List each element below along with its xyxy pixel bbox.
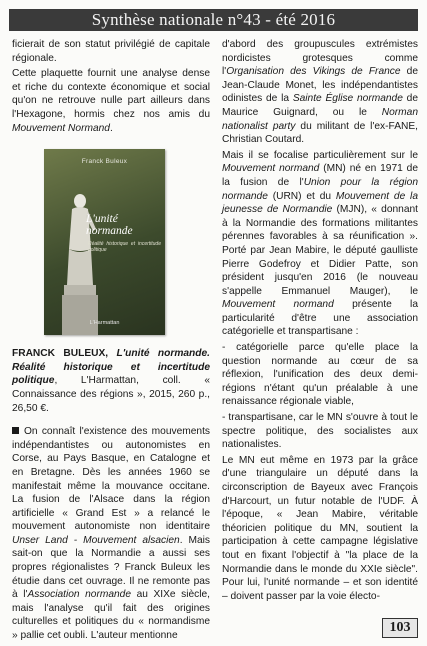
book-cover-author: Franck Buleux bbox=[81, 158, 128, 166]
right-paragraph-2: Mais il se focalise particulièrement sur le Mouvement normand (MN) né en 1971 de la fusion de l'Union pour la région normande (URN) et du Mouvement de la jeunesse de Normandie (MJN), « donnant à la Normandie des formations militantes pérennes favorables à sa réunification ». Porté par Jean Mabire, le député gaulliste Pierre Godefroy et Didier Patte, son président jusqu'en 2016 (le nouveau s'appelle Emmanuel Mauger), le Mouvement normand présente la particularité d'être une association catégorielle et transpartisane : bbox=[222, 149, 418, 338]
right-column bbox=[222, 38, 418, 605]
statue-illustration bbox=[58, 189, 102, 335]
intro-paragraph-2: Cette plaquette fournit une analyse dense et riche du contexte économique et social qu'on ne retrouve nulle part ailleurs dans l'Hexagone, hormis chez nos amis du Mouvement Normand. bbox=[12, 68, 210, 134]
right-paragraph-3: - catégorielle parce qu'elle place la question normande au cœur de sa réflexion, l'unification des deux demi-régions n'étant qu'un préalable à une renaissance régionale viable, bbox=[222, 342, 418, 408]
page-number: 103 bbox=[382, 618, 418, 638]
section-marker bbox=[12, 427, 19, 434]
book-cover-publisher: L'Harmattan bbox=[89, 319, 120, 326]
right-paragraph-5: Le MN eut même en 1973 par la grâce d'une triangulaire un député dans la circonscription de Bayeux avec François d'Harcourt, un futur notable de l'UDF. À l'époque, « Jean Mabire, véritable théoricien politique du MN, soutient la participation à cette campagne législative tout en fixant l'objectif à "la place de la Normandie dans le monde du XXIe siècle". Pour lui, l'unité normande – et son identité – doivent passer par la voie électo- bbox=[222, 454, 418, 602]
right-paragraph-1: d'abord des groupuscules extrémistes nordicistes grotesques comme l'Organisation des Vikings de France de Jean-Claude Monet, les indépendantistes odinistes de la Sainte Église normande de Maurice Guignard, ou le Norman nationalist party du militant de l'ex-FANE, Christian Coutard. bbox=[222, 39, 419, 146]
review-body: On connaît l'existence des mouvements indépendantistes ou autonomistes en Corse, au Pays Basque, en Catalogne et en Bretagne. Dès les années 1960 se manifestait même la mouvance occitane. La fusion de l'Alsace dans la région artificielle « Grand Est » a relancé le mouvement autonomiste non identitaire Unser Land - Mouvement alsacien. Mais sait-on que la Normandie a aussi ses propres régionalistes ? Franck Buleux les étudie dans cet ouvrage. Il ne remonte pas à l'Association normande au XIXe siècle, mais l'analyse qu'il fait des origines culturelles et politiques du « normandisme » pallie cet oubli. L'auteur mentionne bbox=[12, 426, 211, 642]
page-header: Synthèse nationale n°43 - été 2016 bbox=[9, 9, 418, 31]
intro-paragraph-1: ficierait de son statut privilégié de capitale régionale. bbox=[12, 39, 210, 64]
book-cover-title: L'unité normande bbox=[86, 213, 133, 238]
book-cover-image bbox=[44, 149, 165, 335]
left-column bbox=[12, 38, 210, 645]
book-cover-subtitle: Réalité historique et incertitude politique bbox=[88, 241, 161, 254]
book-reference: FRANCK BULEUX, L'unité normande. Réalité historique et incertitude politique, L'Harmattan, coll. « Connaissance des régions », 2015, 260 p., 26,50 €. bbox=[12, 348, 210, 414]
right-paragraph-4: - transpartisane, car le MN s'ouvre à tout le spectre politique, des socialistes aux nationalistes. bbox=[222, 412, 418, 451]
